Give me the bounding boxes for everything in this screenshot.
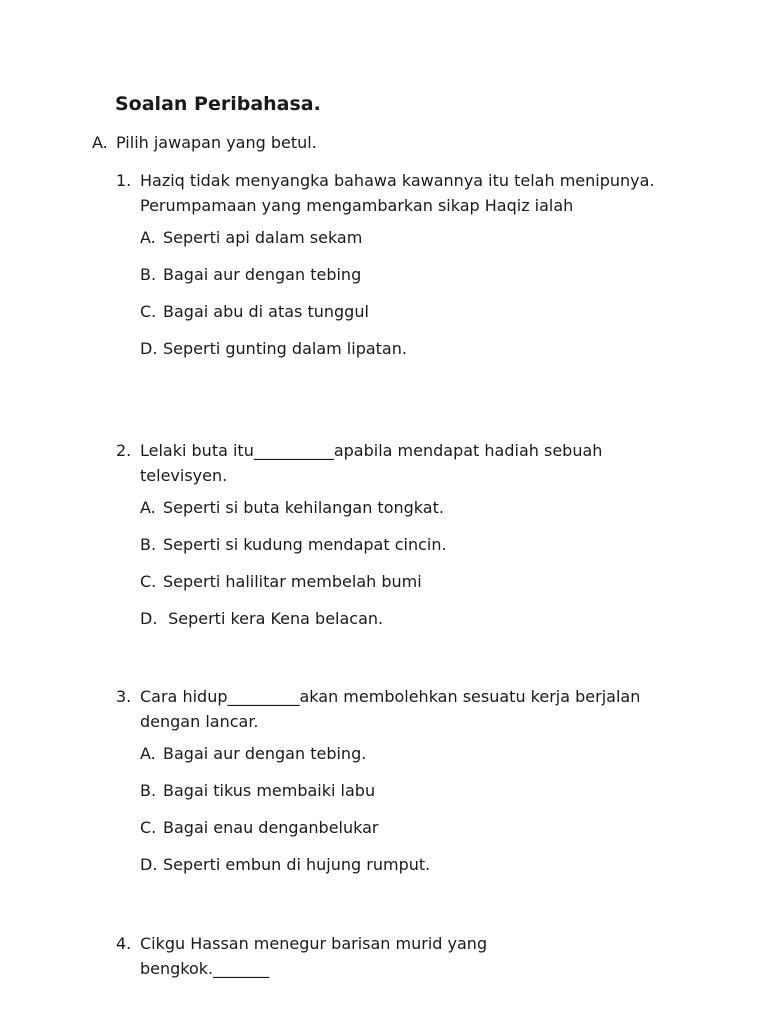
question-1 bbox=[116, 169, 676, 376]
question-4 bbox=[116, 932, 556, 981]
question-number: 3. bbox=[116, 687, 132, 706]
question-number: 2. bbox=[116, 441, 132, 460]
option-c: C. Bagai abu di atas tunggul bbox=[140, 302, 369, 321]
question-number: 4. bbox=[116, 934, 132, 953]
option-list bbox=[140, 228, 676, 376]
option-list bbox=[140, 498, 676, 646]
question-number: 1. bbox=[116, 171, 132, 190]
option-c: C. Seperti halilitar membelah bumi bbox=[140, 572, 422, 591]
option-a: A. Seperti si buta kehilangan tongkat. bbox=[140, 498, 444, 517]
option-b: B. Seperti si kudung mendapat cincin. bbox=[140, 535, 447, 554]
option-a: A. Seperti api dalam sekam bbox=[140, 228, 363, 247]
question-3 bbox=[116, 685, 676, 892]
option-c: C. Bagai enau denganbelukar bbox=[140, 818, 379, 837]
option-d: D. Seperti embun di hujung rumput. bbox=[140, 855, 431, 874]
option-a: A. Bagai aur dengan tebing. bbox=[140, 744, 367, 763]
question-text: Haziq tidak menyangka bahawa kawannya itu telah menipunya. Perumpamaan yang mengambarkan sikap Haqiz ialah bbox=[140, 171, 655, 215]
question-text: Lelaki buta itu__________apabila mendapat hadiah sebuah televisyen. bbox=[140, 441, 603, 485]
section-letter: A. bbox=[92, 133, 108, 152]
option-d: D. Seperti kera Kena belacan. bbox=[140, 609, 384, 628]
option-b: B. Bagai tikus membaiki labu bbox=[140, 781, 376, 800]
question-text: Cara hidup_________akan membolehkan sesuatu kerja berjalan dengan lancar. bbox=[140, 687, 641, 731]
section-instruction bbox=[92, 133, 317, 152]
option-b: B. Bagai aur dengan tebing bbox=[140, 265, 362, 284]
option-d: D. Seperti gunting dalam lipatan. bbox=[140, 339, 407, 358]
question-text: Cikgu Hassan menegur barisan murid yang bengkok._______ bbox=[140, 934, 488, 978]
section-text: Pilih jawapan yang betul. bbox=[116, 133, 317, 152]
question-2 bbox=[116, 439, 676, 646]
option-list bbox=[140, 744, 676, 892]
page-title: Soalan Peribahasa. bbox=[115, 93, 321, 115]
